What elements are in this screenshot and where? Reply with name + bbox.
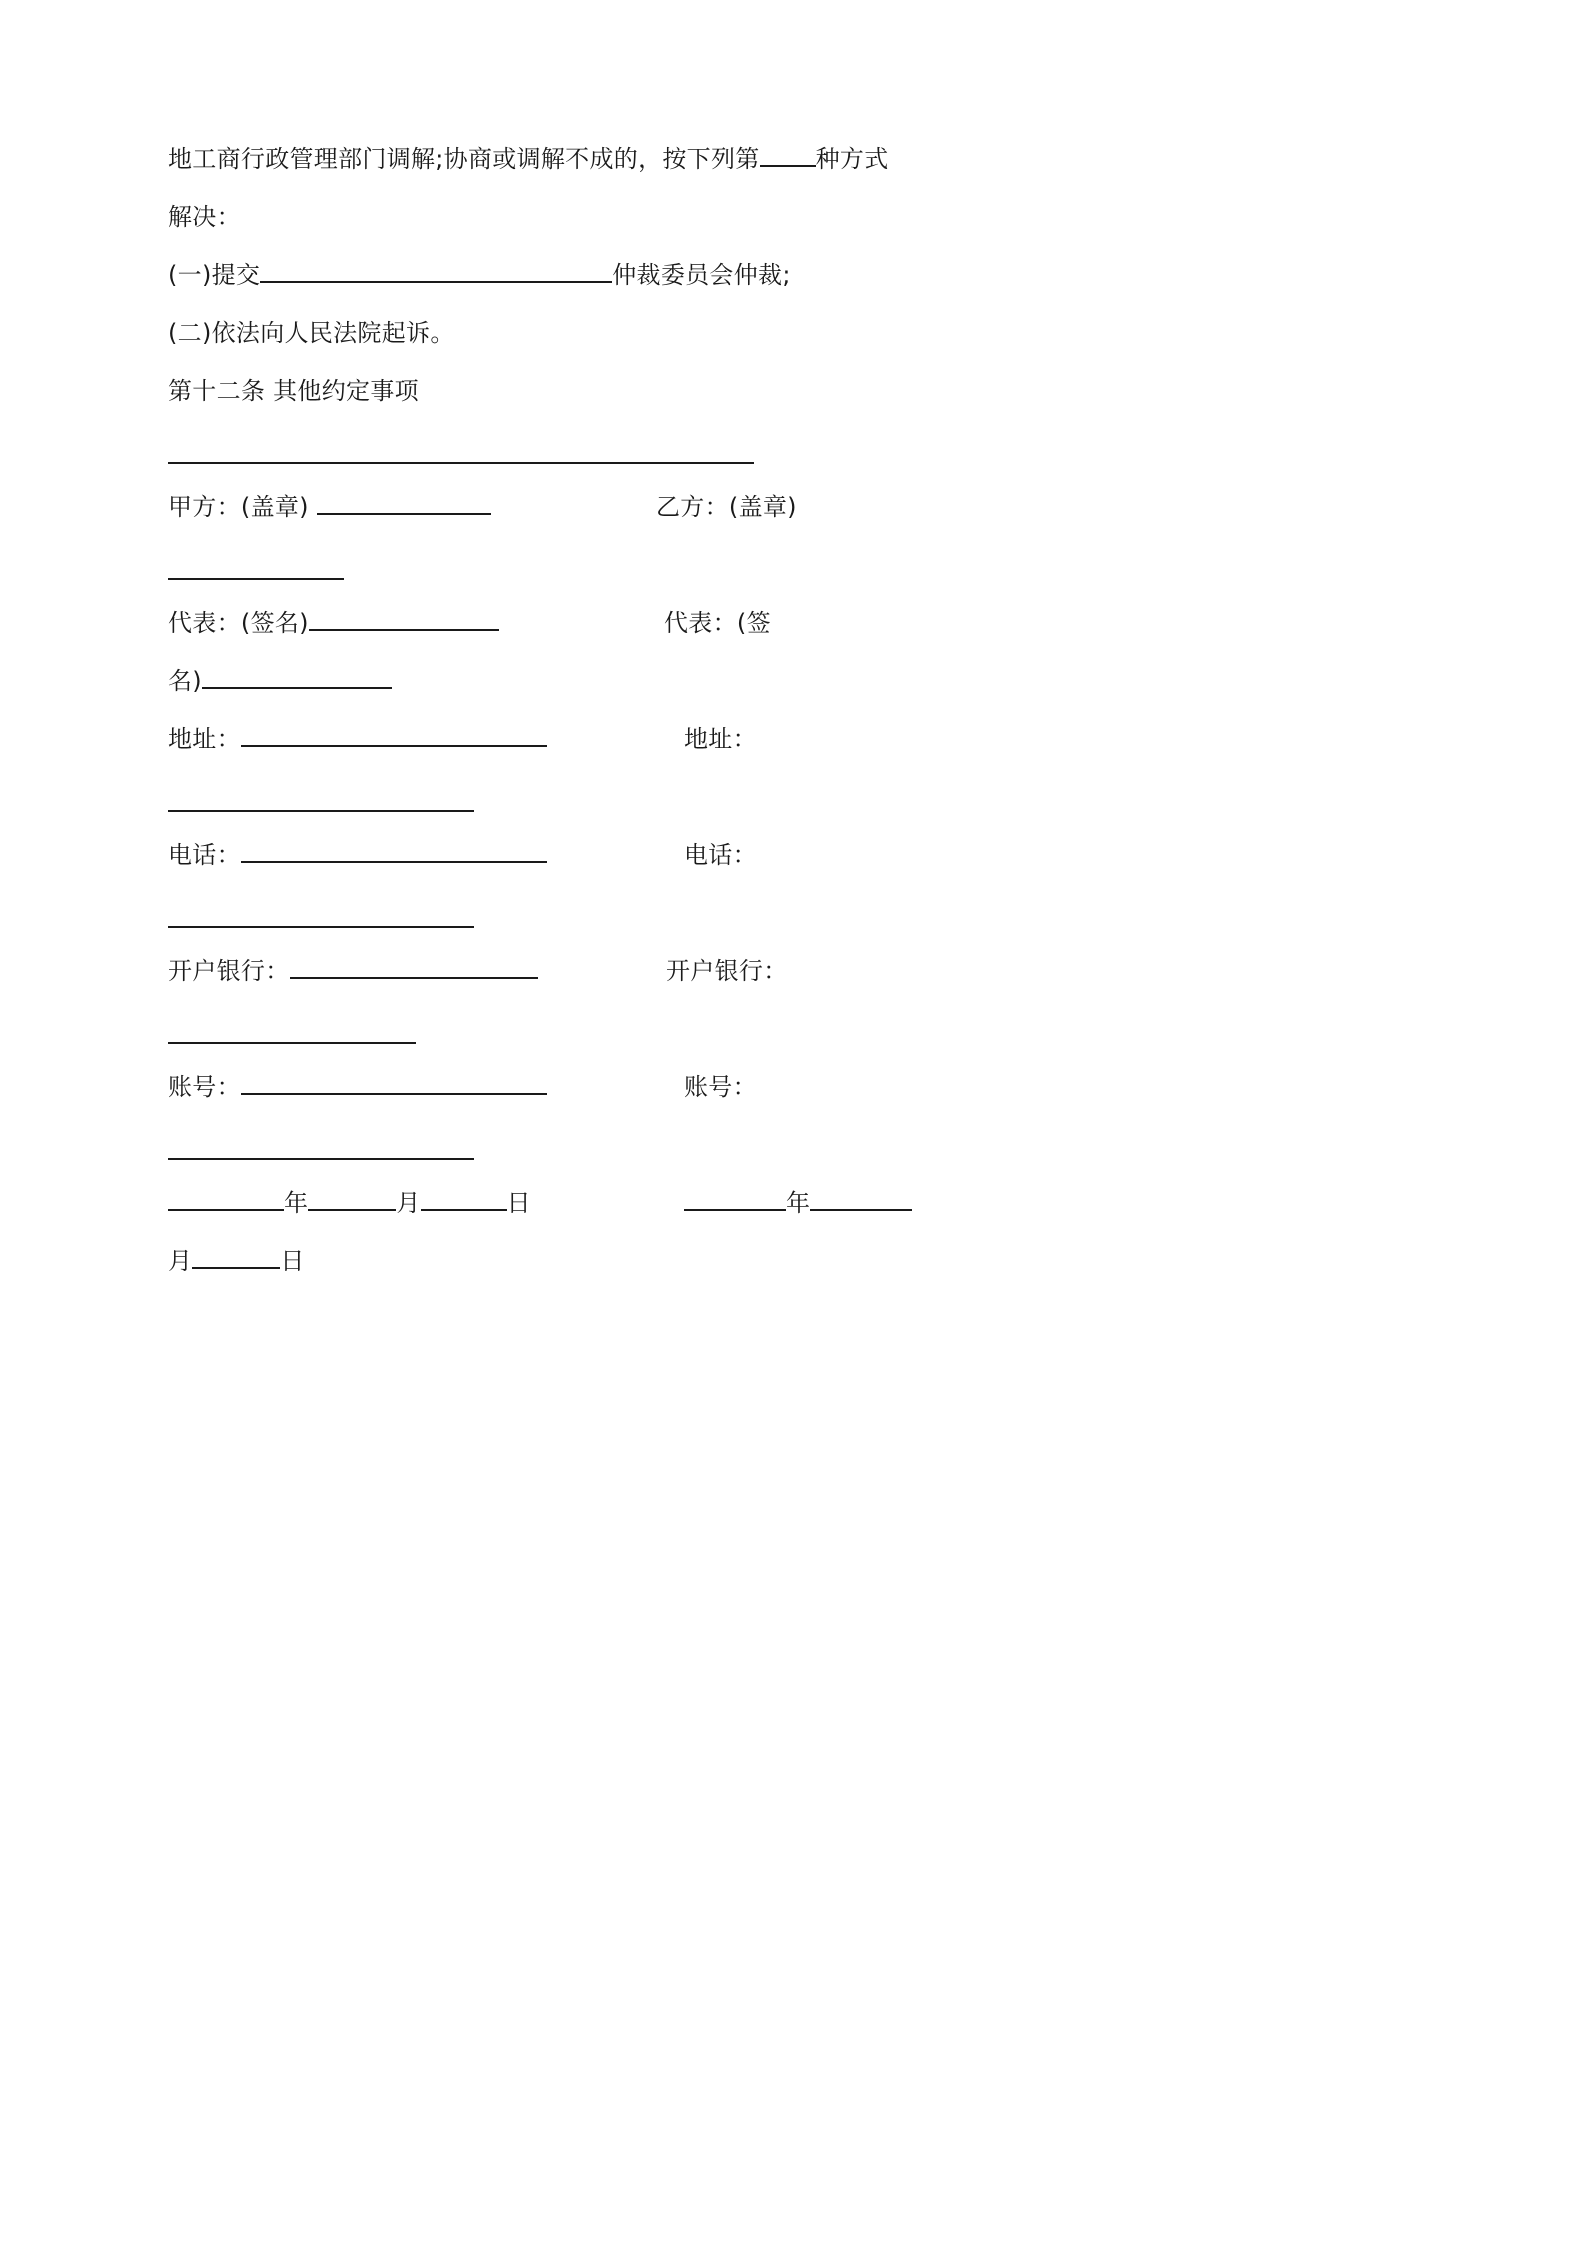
- rep-b-label: 代表：(签: [664, 609, 771, 637]
- option-arbitration: [168, 259, 791, 291]
- phone-b-label: 电话：: [684, 841, 757, 869]
- addr-b-blank[interactable]: [168, 810, 474, 812]
- date-b-row: [684, 1187, 912, 1219]
- date-a-month-blank[interactable]: [308, 1187, 396, 1211]
- rep-a-row: [168, 607, 499, 639]
- rep-b-label-cont: 名): [168, 667, 202, 695]
- bank-b-blank[interactable]: [168, 1042, 416, 1044]
- addr-a-label: 地址：: [168, 725, 241, 753]
- date-b-row-cont: [168, 1245, 305, 1277]
- bank-a-row: [168, 955, 538, 987]
- clause-line-1: [168, 143, 889, 175]
- rep-b-row-cont: [168, 665, 392, 697]
- bank-a-blank[interactable]: [290, 955, 538, 979]
- arbitration-committee-blank[interactable]: [260, 259, 612, 283]
- month-label: 月: [168, 1247, 193, 1275]
- clause-line-2: 解决：: [168, 203, 241, 231]
- addr-b-label: 地址：: [684, 725, 757, 753]
- date-a-year-blank[interactable]: [168, 1187, 284, 1211]
- clause-text: 地工商行政管理部门调解;协商或调解不成的，按下列第: [168, 145, 760, 173]
- party-a-seal-blank[interactable]: [317, 491, 491, 515]
- date-b-day-blank[interactable]: [192, 1245, 280, 1269]
- day-label: 日: [280, 1247, 305, 1275]
- day-label: 日: [506, 1189, 531, 1217]
- acct-b-blank[interactable]: [168, 1158, 474, 1160]
- clause-text-after: 种方式: [815, 145, 889, 173]
- other-matters-blank[interactable]: [168, 462, 754, 464]
- phone-b-blank[interactable]: [168, 926, 474, 928]
- rep-a-label: 代表：(签名): [168, 609, 309, 637]
- choice-blank[interactable]: [760, 143, 816, 167]
- phone-a-blank[interactable]: [241, 839, 547, 863]
- document-page: [0, 0, 1100, 1556]
- party-b-label: 乙方：(盖章): [656, 493, 797, 521]
- date-a-row: [168, 1187, 531, 1219]
- year-label: 年: [284, 1189, 309, 1217]
- rep-a-signature-blank[interactable]: [309, 607, 499, 631]
- option-arbitration-prefix: (一)提交: [168, 261, 261, 289]
- addr-a-row: [168, 723, 547, 755]
- year-label: 年: [786, 1189, 811, 1217]
- option-arbitration-suffix: 仲裁委员会仲裁;: [612, 261, 791, 289]
- month-label: 月: [396, 1189, 421, 1217]
- bank-b-label: 开户银行：: [666, 957, 788, 985]
- party-b-seal-blank[interactable]: [168, 578, 344, 580]
- date-a-day-blank[interactable]: [421, 1187, 507, 1211]
- date-b-month-blank-part[interactable]: [810, 1187, 912, 1211]
- phone-a-row: [168, 839, 547, 871]
- acct-b-label: 账号：: [684, 1073, 757, 1101]
- bank-a-label: 开户银行：: [168, 957, 290, 985]
- addr-a-blank[interactable]: [241, 723, 547, 747]
- phone-a-label: 电话：: [168, 841, 241, 869]
- date-b-year-blank[interactable]: [684, 1187, 786, 1211]
- option-litigation: (二)依法向人民法院起诉。: [168, 319, 455, 347]
- rep-b-signature-blank[interactable]: [202, 665, 392, 689]
- acct-a-blank[interactable]: [241, 1071, 547, 1095]
- acct-a-row: [168, 1071, 547, 1103]
- party-a-seal-row: [168, 491, 491, 523]
- article-12-heading: 第十二条 其他约定事项: [168, 377, 419, 405]
- party-a-label: 甲方：(盖章): [168, 493, 309, 521]
- acct-a-label: 账号：: [168, 1073, 241, 1101]
